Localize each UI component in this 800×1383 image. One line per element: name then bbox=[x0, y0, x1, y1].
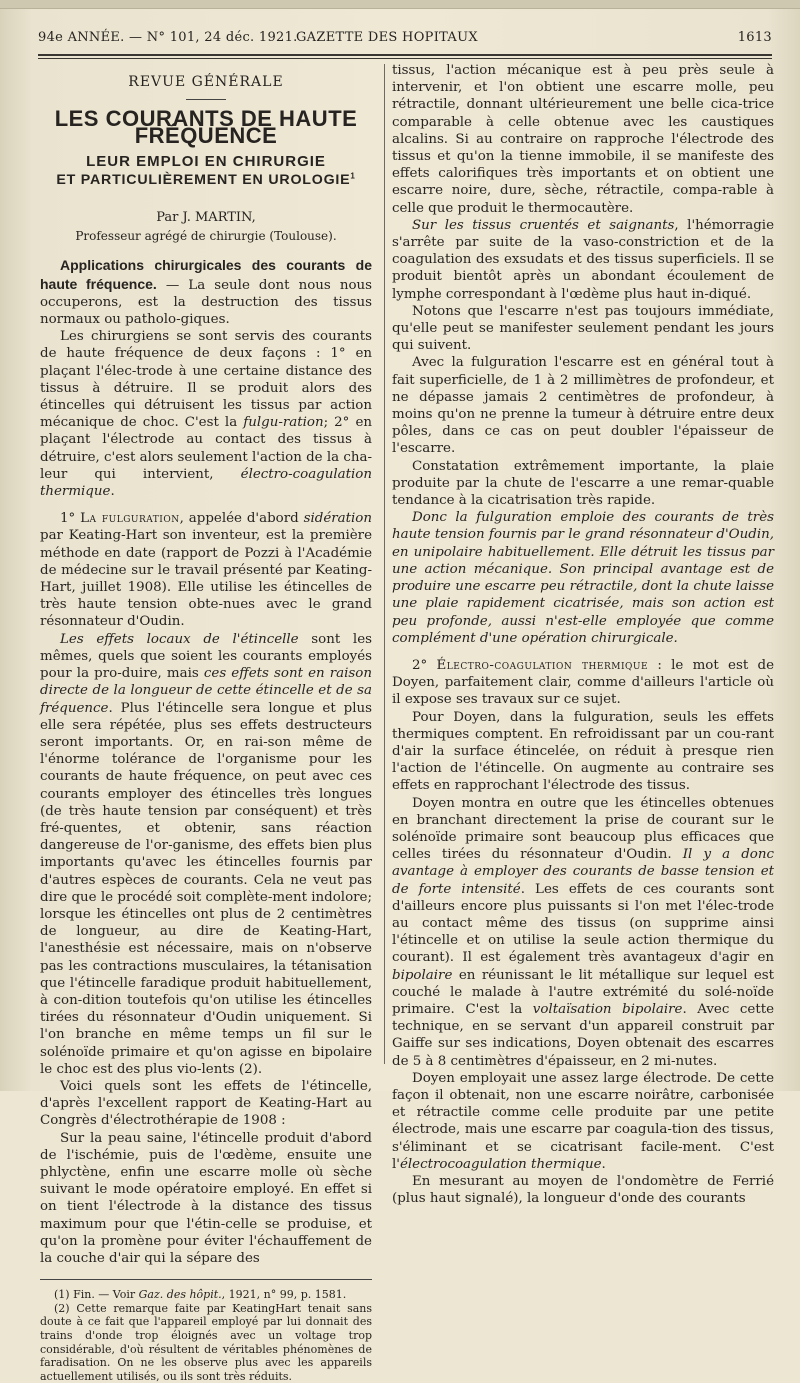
author-affiliation: Professeur agrégé de chirurgie (Toulouse). bbox=[75, 229, 337, 244]
footnotes bbox=[40, 1288, 372, 1383]
paragraph: Doyen employait une assez large électrode. De cette façon il obtenait, non une escarre noirâtre, carbonisée et rétractile comme celle produite par une petite électrode, mais une escarre par coagula-tion des tissus, s'éliminant et se cicatrisant facile-ment. C'est l'électrocoagulation thermique. bbox=[392, 1070, 774, 1172]
article-title: LES COURANTS DE HAUTE FRÉQUENCE bbox=[54, 106, 358, 149]
paragraph: tissus, l'action mécanique est à peu près seule à intervenir, et l'on obtient une escarre molle, peu rétractile, donnant ultérieurement une belle cica-trice comparable à celle obtenue avec les caustiques alcalins. Si au contraire on rapproche l'électrode des tissus et qu'on la tienne immobile, il se manifeste des effets calorifiques très importants et on obtient une escarre noire, dure, sèche, rétractile, compa-rable à celle que produit le thermocautère. bbox=[392, 63, 774, 216]
lead-paragraph: Applications chirurgicales des courants de haute fréquence. — La seule dont nous nous occuperons, est la destruction des tissus normaux ou patholo-giques. bbox=[40, 257, 373, 328]
page-top-edge bbox=[0, 0, 800, 9]
author-byline: Par J. MARTIN, bbox=[156, 210, 256, 226]
column-divider bbox=[384, 64, 385, 1064]
paragraph: Pour Doyen, dans la fulguration, seuls les effets thermiques comptent. En refroidissant par un cou-rant d'air la surface étincelée, on réduit à presque rien l'action de l'étincelle. On augmente au contraire ses effets en rapprochant l'électrode des tissus. bbox=[392, 709, 774, 794]
paragraph: En mesurant au moyen de l'ondomètre de Ferrié (plus haut signalé), la longueur d'onde des courants bbox=[392, 1174, 774, 1207]
journal-title: GAZETTE DES HOPITAUX bbox=[296, 30, 478, 45]
paragraph: Les chirurgiens se sont servis des courants de haute fréquence de deux façons : 1° en plaçant l'élec-trode à une certaine distance des tissus à détruire. Il se produit alors des étincelles qui détruisent les tissus par action mécanique de choc. C'est la fulgu-ration; 2° en plaçant l'électrode au contact des tissus à détruire, c'est alors seulement l'action de la cha-leur qui intervient, électro-coagulation thermique. bbox=[40, 329, 372, 500]
summary-paragraph: Donc la fulguration emploie des courants de très haute tension fournis par le grand résonnateur d'Oudin, en unipolaire habituellement. Elle détruit les tissus par une action mécanique. Son principal avantage est de produire une escarre peu rétractile, dont la chute laisse une plaie rapidement cicatrisée, mais son action est peu profonde, aussi n'est-elle employée que comme complément d'une opération chirurgicale. bbox=[392, 510, 774, 646]
footnote-2: (2) Cette remarque faite par KeatingHart tenait sans doute à ce fait que l'appareil employé par lui donnait des trains d'onde trop éloignés avec un voltage trop considérable, d'où résultent de véritables phénomènes de faradisation. On ne les observe plus avec les appareils actuellement utilisés, ou ils sont très réduits. bbox=[40, 1301, 372, 1383]
right-column bbox=[392, 62, 774, 1207]
rubric-rule bbox=[186, 99, 226, 100]
left-column bbox=[40, 68, 372, 1383]
paragraph: Notons que l'escarre n'est pas toujours immédiate, qu'elle peut se manifester seulement pendant les jours qui suivent. bbox=[392, 303, 774, 354]
paragraph: Sur les tissus cruentés et saignants, l'hémorragie s'arrête par suite de la vaso-constriction et de la coagulation des exsudats et des tissus superficiels. Il se produit bientôt après un abondant écoulement de lymphe correspondant à l'œdème plus haut in-diqué. bbox=[392, 217, 774, 302]
section-rubric: REVUE GÉNÉRALE bbox=[128, 74, 284, 90]
lead-heading: Applications chirurgicales des courants de haute fréquence. bbox=[40, 257, 372, 292]
paragraph: Les effets locaux de l'étincelle sont les mêmes, quels que soient les courants employés pour la pro-duire, mais ces effets sont en raison directe de la longueur de cette étincelle et de sa fréquence. Plus l'étincelle sera longue et plus elle sera répétée, plus ses effets destructeurs seront importants. Or, en rai-son même de l'énorme tolérance de l'organisme pour les courants de haute fréquence, on peut avec ces courants employer des étincelles très longues (de très haute tension par conséquent) et très fré-quentes, et obtenir, sans réaction dangereuse de l'or-ganisme, des effets bien plus importants qu'avec les étincelles fournis par d'autres espèces de courants. Cela ne veut pas dire que le procédé soit complète-ment indolore; lorsque les étincelles ont plus de 2 centimètres de longueur, au dire de Keating-Hart, l'anesthésie est nécessaire, mais on n'observe pas les contractions musculaires, la tétanisation que l'étincelle faradique produit habituellement, à con-dition toutefois qu'on utilise les étincelles tirées du résonnateur d'Oudin uniquement. Si l'on branche en même temps un fil sur le solénoïde primaire et qu'on agisse en bipolaire le choc est des plus vio-lents (2). bbox=[40, 631, 372, 1077]
header-rule-thin bbox=[38, 58, 772, 59]
header-rule-thick bbox=[38, 54, 772, 56]
footnote-1: (1) Fin. — Voir Gaz. des hôpit., 1921, n° 99, p. 1581. bbox=[54, 1288, 347, 1302]
section-electrocoagulation: 2° Électro-coagulation thermique : le mot est de Doyen, parfaitement clair, comme d'ailleurs l'article où il expose ses travaux sur ce sujet. bbox=[392, 657, 774, 708]
footnote-marker: 1 bbox=[350, 171, 356, 181]
section-fulguration: 1° La fulguration, appelée d'abord sidération par Keating-Hart son inventeur, est la première méthode en date (rapport de Pozzi à l'Académie de médecine sur le travail présenté par Keating-Hart, juillet 1908). Elle utilise les étincelles de très haute tension obte-nues avec le grand résonnateur d'Oudin. bbox=[40, 511, 372, 630]
paragraph: Constatation extrêmement importante, la plaie produite par la chute de l'escarre a une remar-quable tendance à la cicatrisation très rapide. bbox=[392, 458, 774, 509]
paragraph: Avec la fulguration l'escarre est en général tout à fait superficielle, de 1 à 2 millimètres de profondeur, et ne dépasse jamais 2 centimètres de profondeur, à moins qu'on ne prenne la tumeur à détruire entre deux pôles, dans ce cas on peut doubler l'épaisseur de l'escarre. bbox=[392, 355, 774, 457]
paragraph: Sur la peau saine, l'étincelle produit d'abord de l'ischémie, puis de l'œdème, ensuite une phlyctène, enfin une escarre molle où sèche suivant le mode opératoire employé. En effet si on tient l'électrode à la distance des tissus maximum pour que l'étin-celle se produise, et qu'on la promène pour éviter l'échauffement de la couche d'air qui la sépare des bbox=[40, 1130, 372, 1266]
page-number: 1613 bbox=[737, 30, 772, 45]
issue-info: 94e ANNÉE. — N° 101, 24 déc. 1921. bbox=[38, 30, 298, 45]
paragraph: Voici quels sont les effets de l'étincelle, d'après l'excellent rapport de Keating-Hart au Congrès d'électrothérapie de 1908 : bbox=[40, 1078, 372, 1129]
running-header bbox=[38, 30, 772, 50]
article-subtitle-2: ET PARTICULIÈREMENT EN UROLOGIE$^1$ bbox=[56, 171, 356, 188]
footnote-rule bbox=[40, 1279, 372, 1280]
article-subtitle-1: LEUR EMPLOI EN CHIRURGIE bbox=[86, 152, 326, 170]
paragraph: Doyen montra en outre que les étincelles obtenues en branchant directement la prise de courant sur le solénoïde primaire sont beaucoup plus efficaces que celles tirées du résonnateur d'Oudin. Il y a donc avantage à employer des courants de basse tension et de forte intensité. Les effets de ces courants sont d'ailleurs encore plus puissants si l'on met l'élec-trode au contact même des tissus (on supprime ainsi l'étincelle et on utilise la seule action thermique du courant). Il est également très avantageux d'agir en bipolaire en réunissant le lit métallique sur lequel est couché le malade à l'autre extrémité du solé-noïde primaire. C'est la voltaïsation bipolaire. Avec cette technique, en se servant d'un appareil construit par Gaiffe sur ses indications, Doyen obtenait des escarres de 5 à 8 centimètres d'épaisseur, en 2 mi-nutes. bbox=[392, 795, 775, 1069]
